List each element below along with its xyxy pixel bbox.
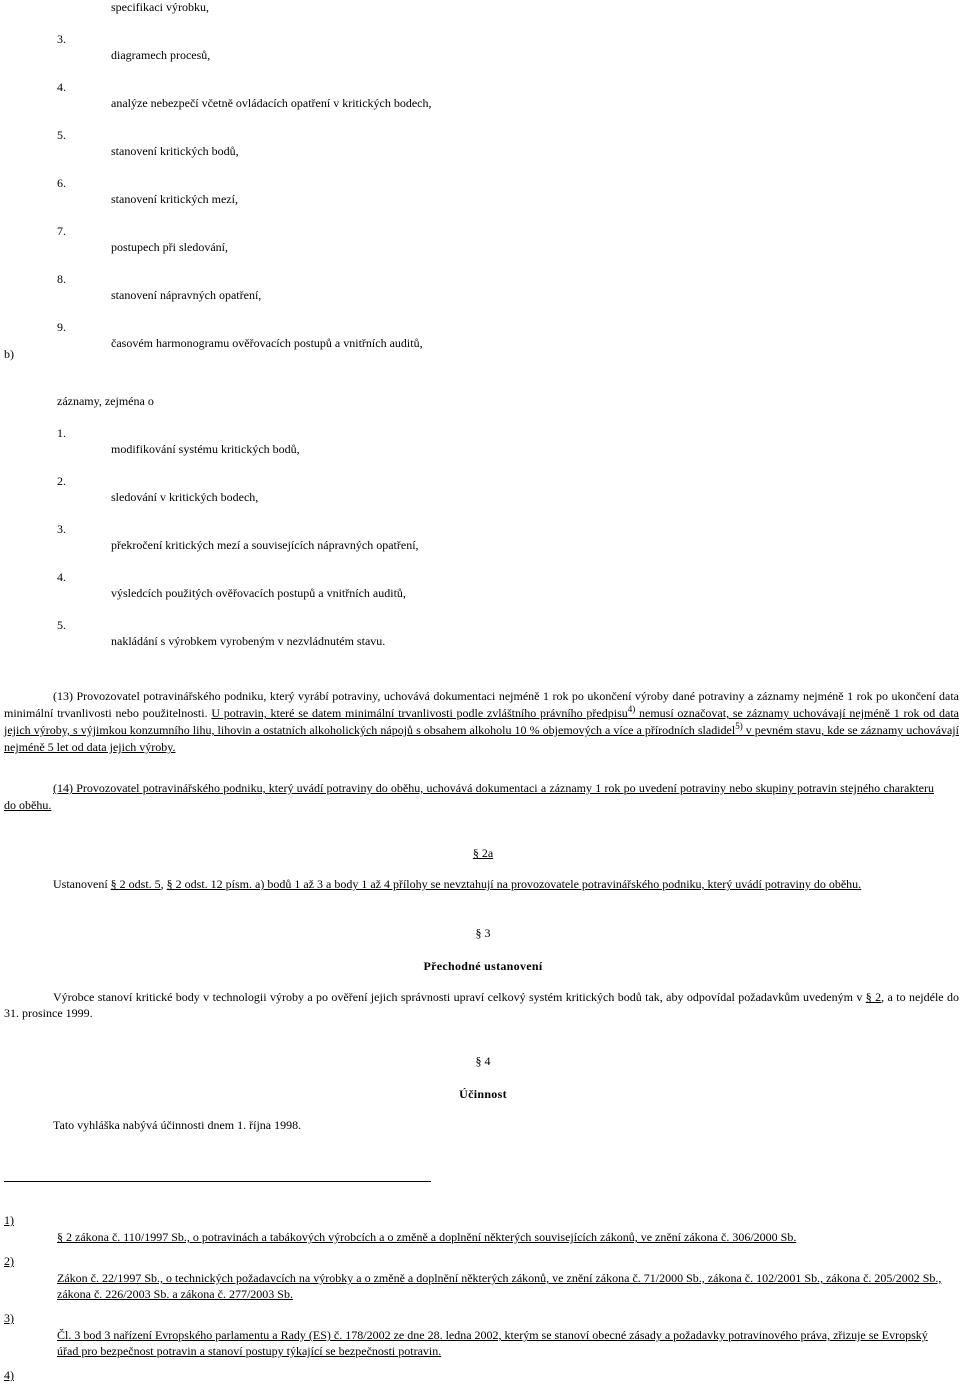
list-a-item-9-number: 9. [57, 320, 66, 334]
list-b-heading: záznamy, zejména o [57, 394, 154, 408]
footnote-1-text[interactable]: § 2 zákona č. 110/1997 Sb., o potravinách a tabákových výrobcích a o změně a doplnění některých souvisejících zákonů, ve znění zákona č. 306/2000 Sb. [57, 1230, 797, 1244]
list-a-item-3-text: diagramech procesů, [111, 48, 211, 62]
list-a-item-7-number: 7. [57, 224, 66, 238]
section-4-text: Tato vyhláška nabývá účinnosti dnem 1. října 1998. [53, 1118, 302, 1132]
paragraph-14: (14) Provozovatel potravinářského podniku, který uvádí potraviny do oběhu, uchovává dokumentaci a záznamy 1 rok po uvedení potraviny nebo skupiny potravin stejného charakteru do oběhu. [4, 781, 934, 812]
section-2a-text-1: Ustanovení [53, 877, 111, 891]
list-a-item-4-text: analýze nebezpečí včetně ovládacích opatření v kritických bodech, [111, 96, 432, 110]
paragraph-13 [4, 688, 959, 756]
list-a-item-5-text: stanovení kritických bodů, [111, 144, 239, 158]
paragraph-13-part-3: nemusí označovat, se záznamy uchovávají nejméně 1 rok od data jejich výroby, s výjimkou konzumního lihu, lihovin a ostatních alkoholických nápojů s obsahem alkoholu 10 % objemových a více a přírodních sladidel [4, 706, 959, 737]
footnote-ref-4[interactable]: 4) [627, 704, 636, 714]
list-a-item-8-number: 8. [57, 272, 66, 286]
list-b-item-4-number: 4. [57, 570, 66, 584]
link-par-2[interactable]: § 2 [865, 990, 882, 1004]
footnote-separator [4, 1181, 431, 1182]
footnote-2-mark[interactable]: 2) [4, 1254, 14, 1268]
link-par-2-odst-5[interactable]: § 2 odst. 5 [110, 877, 161, 891]
paragraph-13-part-1: (13) Provozovatel potravinářského podniku, který vyrábí potraviny, uchovává dokumentaci nejméně 1 rok po ukončení výroby dané potraviny a záznamy nejméně 1 rok po ukončení data minimální trvanlivosti nebo použitelnosti. [4, 689, 959, 720]
list-a-item-8-text: stanovení nápravných opatření, [111, 288, 262, 302]
list-a-item-3-number: 3. [57, 32, 66, 46]
list-b-item-5-text: nakládání s výrobkem vyrobeným v nezvládnutém stavu. [111, 634, 386, 648]
section-3-text-2: , a to nejdéle do 31. prosince 1999. [4, 990, 960, 1020]
list-a-item-2-text: specifikaci výrobku, [111, 0, 209, 14]
footnote-3-mark[interactable]: 3) [4, 1311, 14, 1325]
paragraph-13-part-2: U potravin, které se datem minimální trvanlivosti podle zvláštního právního předpisu [211, 706, 628, 720]
list-a-item-7-text: postupech při sledování, [111, 240, 228, 254]
list-b-item-2-number: 2. [57, 474, 66, 488]
list-b-item-3-number: 3. [57, 522, 66, 536]
section-2a-title: § 2a [472, 846, 494, 860]
footnote-1-mark[interactable]: 1) [4, 1213, 14, 1227]
list-b-item-3-text: překročení kritických mezí a souvisejících nápravných opatření, [111, 538, 419, 552]
section-4-heading: Účinnost [459, 1087, 507, 1101]
list-b-item-1-number: 1. [57, 426, 66, 440]
list-b-item-4-text: výsledcích použitých ověřovacích postupů a vnitřních auditů, [111, 586, 406, 600]
list-b-item-2-text: sledování v kritických bodech, [111, 490, 259, 504]
footnote-3-text[interactable]: Čl. 3 bod 3 nařízení Evropského parlamentu a Rady (ES) č. 178/2002 ze dne 28. ledna 2002, kterým se stanoví obecné zásady a požadavky potravinového práva, zřizuje se Evropský úřad pro bezpečnost potravin a stanoví postupy týkající se bezpečnosti potravin. [57, 1328, 928, 1358]
list-b-item-1-text: modifikování systému kritických bodů, [111, 442, 300, 456]
footnote-2-text[interactable]: Zákon č. 22/1997 Sb., o technických požadavcích na výrobky a o změně a doplnění některých zákonů, ve znění zákona č. 71/2000 Sb., zákona č. 102/2001 Sb., zákona č. 205/2002 Sb., zákona č. 226/2003 Sb. a zákona č. 277/2003 Sb. [57, 1271, 942, 1301]
list-b-item-5-number: 5. [57, 618, 66, 632]
list-a-item-5-number: 5. [57, 128, 66, 142]
list-a-item-9-text: časovém harmonogramu ověřovacích postupů a vnitřních auditů, [111, 336, 423, 350]
section-2a-text-2: , [160, 877, 167, 891]
section-3-heading: Přechodné ustanovení [423, 959, 543, 973]
list-a-item-6-text: stanovení kritických mezí, [111, 192, 238, 206]
section-4-title: § 4 [475, 1054, 491, 1068]
list-a-item-6-number: 6. [57, 176, 66, 190]
section-2a-text-3: bodů 1 až 3 a body 1 až 4 přílohy se nevztahují na provozovatele potravinářského podniku, který uvádí potraviny do oběhu. [264, 877, 862, 891]
section-3-title: § 3 [475, 926, 491, 940]
list-a-item-4-number: 4. [57, 80, 66, 94]
section-3-text [4, 989, 959, 1021]
footnote-4-mark[interactable]: 4) [4, 1368, 14, 1382]
footnote-ref-5[interactable]: 5) [735, 721, 743, 731]
section-2a-text [53, 877, 861, 892]
link-par-2-odst-12[interactable]: § 2 odst. 12 písm. a) [166, 877, 265, 891]
list-b-marker: b) [4, 347, 14, 361]
section-3-text-1: Výrobce stanoví kritické body v technologii výroby a po ověření jejich správnosti upraví celkový systém kritických bodů tak, aby odpovídal požadavkům uvedeným v [53, 990, 866, 1004]
paragraph-13-part-4: v pevném stavu, kde se záznamy uchovávají nejméně 5 let od data jejich výroby. [4, 723, 959, 754]
